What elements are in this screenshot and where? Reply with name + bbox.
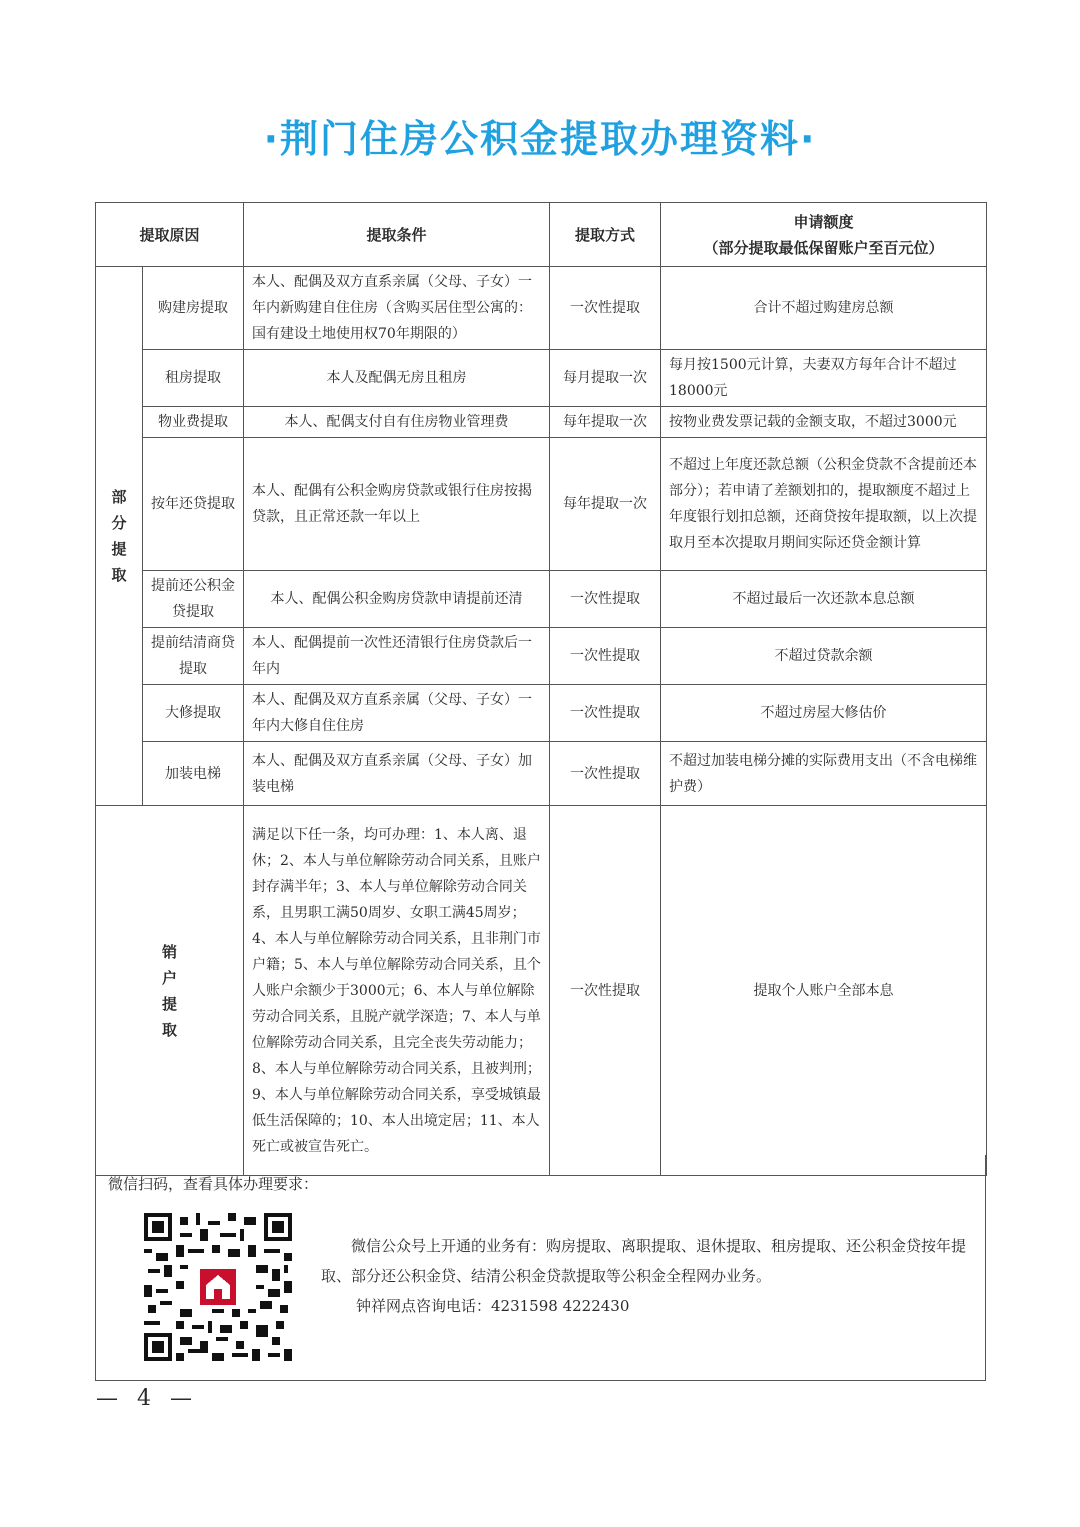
closing-condition: 满足以下任一条，均可办理：1、本人离、退休；2、本人与单位解除劳动合同关系，且账户封存满半年；3、本人与单位解除劳动合同关系，且男职工满50周岁、女职工满45周岁；4、本人与单位解除劳动合同关系，且非荆门市户籍；5、本人与单位解除劳动合同关系，且个人账户余额少于3000元；6、本人与单位解除劳动合同关系，且脱产就学深造；7、本人与单位解除劳动合同关系，且完全丧失劳动能力；8、本人与单位解除劳动合同关系，且被判刑；9、本人与单位解除劳动合同关系，享受城镇最低生活保障的；10、本人出境定居；11、本人死亡或被宣告死亡。 bbox=[244, 806, 550, 1176]
row-reason: 大修提取 bbox=[143, 685, 244, 742]
row-amount: 不超过房屋大修估价 bbox=[661, 685, 987, 742]
partial-withdrawal-label: 部 分 提 取 bbox=[96, 267, 143, 806]
closing-withdrawal-label: 销 户 提 取 bbox=[96, 806, 244, 1176]
row-amount: 不超过上年度还款总额（公积金贷款不含提前还本部分）；若申请了差额划扣的，提取额度不超过上年度银行划扣总额，还商贷按年提取额，以上次提取月至本次提取月期间实际还贷金额计算 bbox=[661, 438, 987, 571]
table-row bbox=[96, 742, 987, 806]
row-reason: 提前结清商贷提取 bbox=[143, 628, 244, 685]
page-number: — 4 — bbox=[96, 1386, 198, 1411]
footer-text bbox=[321, 1231, 971, 1321]
table-row-closing bbox=[96, 806, 987, 1176]
row-reason: 提前还公积金贷提取 bbox=[143, 571, 244, 628]
header-method: 提取方式 bbox=[550, 203, 661, 267]
row-amount: 合计不超过购建房总额 bbox=[661, 267, 987, 350]
row-method: 每年提取一次 bbox=[550, 438, 661, 571]
page-title: ·荆门住房公积金提取办理资料· bbox=[263, 117, 817, 161]
table-row bbox=[96, 267, 987, 350]
table-header-row bbox=[96, 203, 987, 267]
row-amount: 不超过贷款余额 bbox=[661, 628, 987, 685]
header-amount bbox=[661, 203, 987, 267]
row-method: 一次性提取 bbox=[550, 267, 661, 350]
closing-amount: 提取个人账户全部本息 bbox=[661, 806, 987, 1176]
row-condition: 本人、配偶有公积金购房贷款或银行住房按揭贷款，且正常还款一年以上 bbox=[244, 438, 550, 571]
table-row bbox=[96, 685, 987, 742]
consult-phone: 钟祥网点咨询电话：4231598 4222430 bbox=[356, 1297, 630, 1315]
header-amount-line2: （部分提取最低保留账户至百元位） bbox=[703, 238, 944, 257]
row-method: 一次性提取 bbox=[550, 571, 661, 628]
table-row bbox=[96, 628, 987, 685]
row-amount: 按物业费发票记载的金额支取，不超过3000元 bbox=[661, 407, 987, 438]
row-condition: 本人及配偶无房且租房 bbox=[244, 350, 550, 407]
scan-label: 微信扫码，查看具体办理要求： bbox=[108, 1175, 319, 1193]
row-reason: 按年还贷提取 bbox=[143, 438, 244, 571]
header-condition: 提取条件 bbox=[244, 203, 550, 267]
row-amount: 不超过加装电梯分摊的实际费用支出（不含电梯维护费） bbox=[661, 742, 987, 806]
row-amount: 每月按1500元计算，夫妻双方每年合计不超过18000元 bbox=[661, 350, 987, 407]
row-condition: 本人、配偶及双方直系亲属（父母、子女）一年内大修自住住房 bbox=[244, 685, 550, 742]
wechat-qr-code[interactable] bbox=[144, 1213, 292, 1361]
header-amount-line1: 申请额度 bbox=[793, 212, 854, 231]
row-reason: 加装电梯 bbox=[143, 742, 244, 806]
table-row bbox=[96, 438, 987, 571]
footer-box bbox=[95, 1155, 986, 1381]
withdrawal-table bbox=[95, 202, 987, 1176]
row-condition: 本人、配偶公积金购房贷款申请提前还清 bbox=[244, 571, 550, 628]
online-services-text: 微信公众号上开通的业务有：购房提取、离职提取、退休提取、租房提取、还公积金贷按年提取、部分还公积金贷、结清公积金贷款提取等公积金全程网办业务。 bbox=[321, 1237, 967, 1285]
table-row bbox=[96, 571, 987, 628]
header-reason: 提取原因 bbox=[96, 203, 244, 267]
row-method: 一次性提取 bbox=[550, 628, 661, 685]
row-condition: 本人、配偶支付自有住房物业管理费 bbox=[244, 407, 550, 438]
table-row bbox=[96, 350, 987, 407]
row-condition: 本人、配偶及双方直系亲属（父母、子女）加装电梯 bbox=[244, 742, 550, 806]
row-condition: 本人、配偶提前一次性还清银行住房贷款后一年内 bbox=[244, 628, 550, 685]
row-method: 一次性提取 bbox=[550, 685, 661, 742]
row-reason: 购建房提取 bbox=[143, 267, 244, 350]
row-method: 每月提取一次 bbox=[550, 350, 661, 407]
row-reason: 物业费提取 bbox=[143, 407, 244, 438]
row-method: 一次性提取 bbox=[550, 742, 661, 806]
row-amount: 不超过最后一次还款本息总额 bbox=[661, 571, 987, 628]
row-condition: 本人、配偶及双方直系亲属（父母、子女）一年内新购建自住住房（含购买居住型公寓的：国有建设土地使用权70年期限的） bbox=[244, 267, 550, 350]
row-method: 每年提取一次 bbox=[550, 407, 661, 438]
table-row bbox=[96, 407, 987, 438]
closing-method: 一次性提取 bbox=[550, 806, 661, 1176]
row-reason: 租房提取 bbox=[143, 350, 244, 407]
